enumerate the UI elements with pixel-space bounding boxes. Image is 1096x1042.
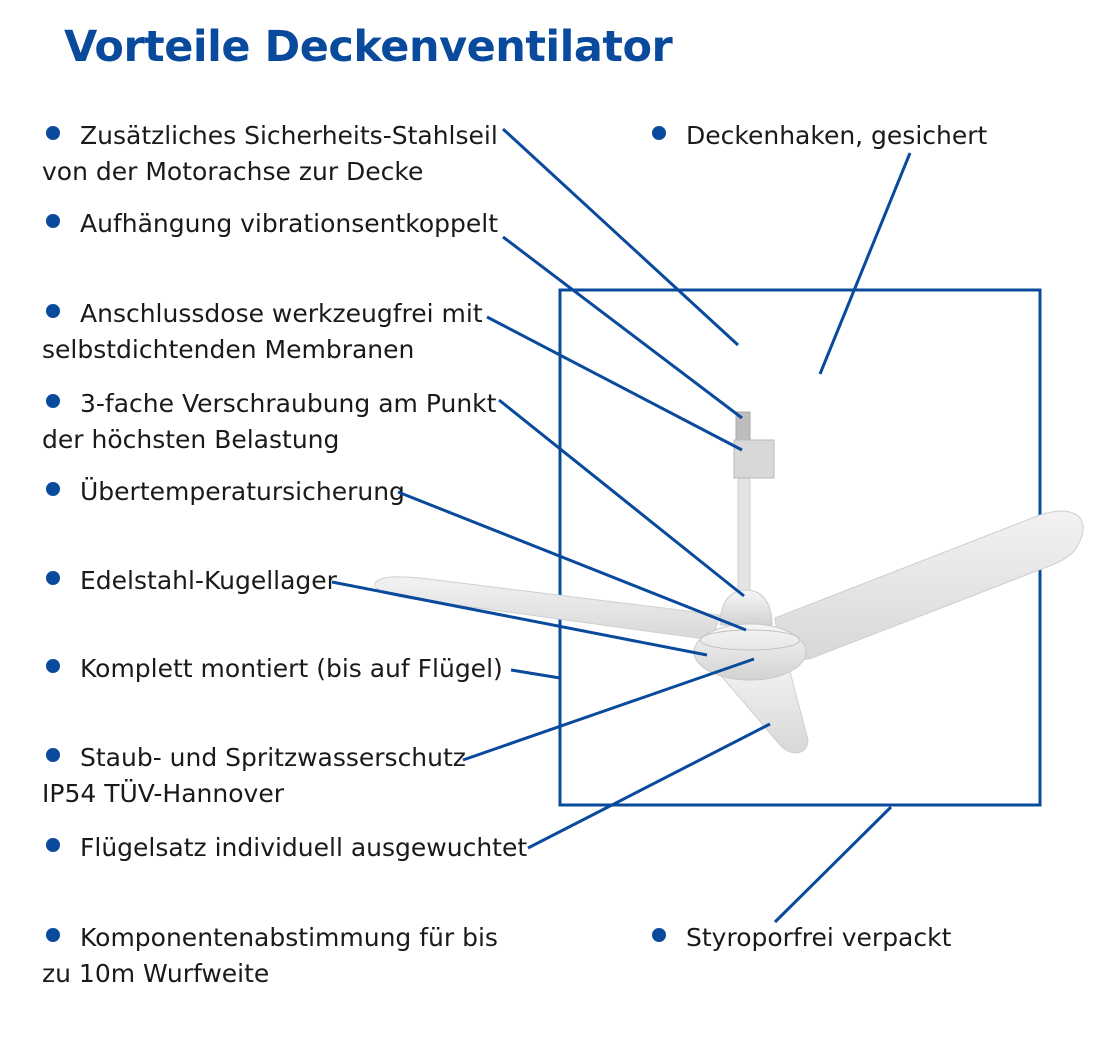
- feature-line: Übertemperatursicherung: [80, 477, 405, 506]
- fan-down-rod: [738, 470, 750, 595]
- feature-line: Edelstahl-Kugellager: [80, 566, 337, 595]
- feature-line: der höchsten Belastung: [42, 425, 340, 454]
- feature-line: 3-fache Verschraubung am Punkt: [80, 389, 497, 418]
- feature-line: Anschlussdose werkzeugfrei mit: [80, 299, 483, 328]
- fan-hub: [694, 624, 806, 680]
- feature-line: von der Motorachse zur Decke: [42, 157, 424, 186]
- leader-line-junction-box: [487, 317, 742, 450]
- feature-line: Flügelsatz individuell ausgewuchtet: [80, 833, 528, 862]
- fan-motor-housing: [720, 590, 772, 625]
- feature-line: Komplett montiert (bis auf Flügel): [80, 654, 503, 683]
- leader-line-screw-joint: [499, 400, 744, 596]
- fan-blade-left: [375, 577, 720, 640]
- feature-line: Aufhängung vibrationsentkoppelt: [80, 209, 499, 238]
- feature-line: IP54 TÜV-Hannover: [42, 779, 284, 808]
- leader-line-suspension: [503, 237, 742, 418]
- leader-line-ip54: [463, 659, 754, 760]
- feature-line: Styroporfrei verpackt: [686, 923, 952, 952]
- feature-line: zu 10m Wurfweite: [42, 959, 270, 988]
- feature-line: selbstdichtenden Membranen: [42, 335, 415, 364]
- page-title: Vorteile Deckenventilator: [64, 22, 673, 72]
- leader-line-balanced: [528, 724, 770, 848]
- leader-line-safety-cable: [503, 129, 738, 345]
- fan-junction-box: [734, 440, 774, 478]
- feature-line: Deckenhaken, gesichert: [686, 121, 988, 150]
- fan-blade-right: [775, 511, 1083, 659]
- feature-line: Komponentenabstimmung für bis: [80, 923, 498, 952]
- leader-line-ceiling-hook: [820, 153, 910, 374]
- feature-line: Staub- und Spritzwasserschutz: [80, 743, 466, 772]
- feature-line: Zusätzliches Sicherheits-Stahlseil: [80, 121, 498, 150]
- leader-line-packaging: [775, 807, 891, 922]
- leader-line-assembled: [511, 670, 560, 678]
